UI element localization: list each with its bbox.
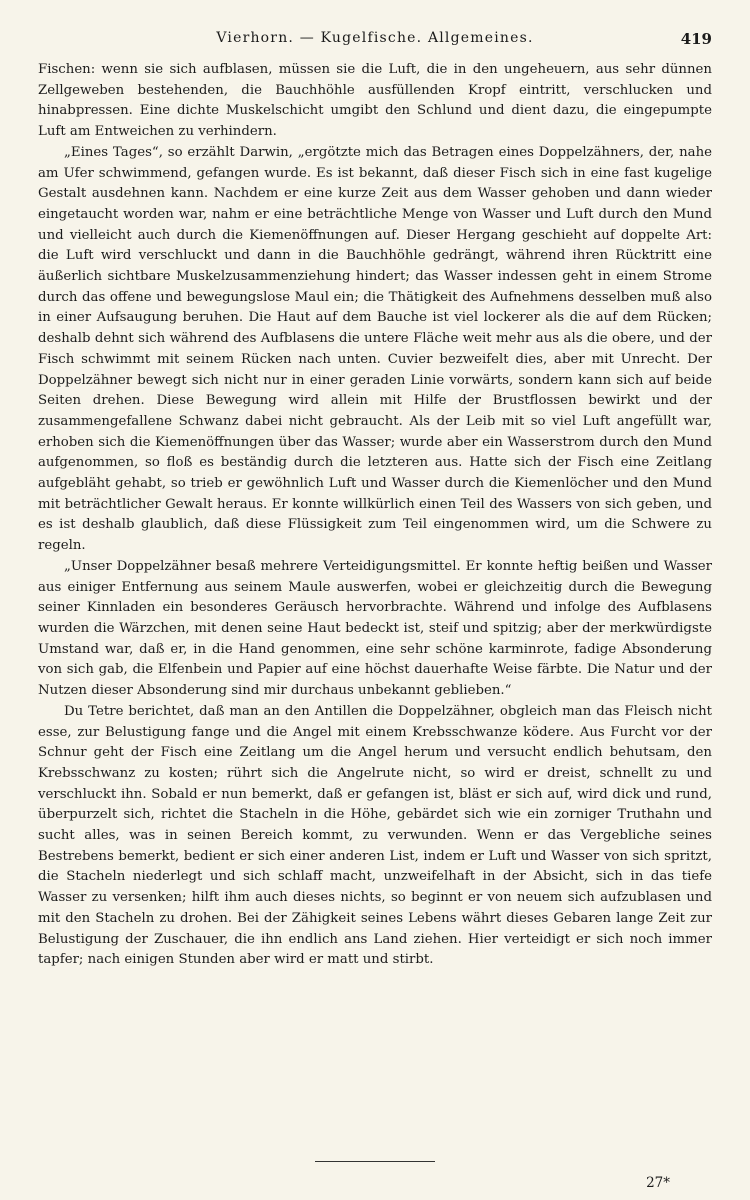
page-header bbox=[38, 30, 712, 56]
paragraph: „Eines Tages“, so erzählt Darwin, „ergötzte mich das Betragen eines Doppelzähners, der, nahe am Ufer schwimmend, gefangen wurde. Es ist bekannt, daß dieser Fisch sich in eine fast kugelige Gestalt ausdehnen kann. Nachdem er eine kurze Zeit aus dem Wasser gehoben und dann wieder eingetaucht worden war, nahm er eine beträchtliche Menge von Wasser und Luft durch den Mund und vielleicht auch durch die Kiemenöffnungen auf. Dieser Hergang geschieht auf doppelte Art: die Luft wird verschluckt und dann in die Bauchhöhle gedrängt, während ihren Rücktritt eine äußerlich sichtbare Muskelzusammenziehung hindert; das Wasser indessen geht in einem Strome durch das offene und bewegungslose Maul ein; die Thätigkeit des Aufnehmens desselben muß also in einer Aufsaugung beruhen. Die Haut auf dem Bauche ist viel lockerer als die auf dem Rücken; deshalb dehnt sich während des Aufblasens die untere Fläche weit mehr aus als die obere, und der Fisch schwimmt mit seinem Rücken nach unten. Cuvier bezweifelt dies, aber mit Unrecht. Der Doppelzähner bewegt sich nicht nur in einer geraden Linie vorwärts, sondern kann sich auf beide Seiten drehen. Diese Bewegung wird allein mit Hilfe der Brustflossen bewirkt und der zusammengefallene Schwanz dabei nicht gebraucht. Als der Leib mit so viel Luft angefüllt war, erhoben sich die Kiemenöffnungen über das Wasser; wurde aber ein Wasserstrom durch den Mund aufgenommen, so floß es beständig durch die letzteren aus. Hatte sich der Fisch eine Zeitlang aufgebläht gehabt, so trieb er gewöhnlich Luft und Wasser durch die Kiemenlöcher und den Mund mit beträchtlicher Gewalt heraus. Er konnte willkürlich einen Teil des Wassers von sich geben, und es ist deshalb glaublich, daß diese Flüssigkeit zum Teil eingenommen wird, um die Schwere zu regeln. bbox=[38, 144, 712, 554]
paragraph: Du Tetre berichtet, daß man an den Antillen die Doppelzähner, obgleich man das Fleisch nicht esse, zur Belustigung fange und die Angel mit einem Krebsschwanze ködere. Aus Furcht vor der Schnur geht der Fisch eine Zeitlang um die Angel herum und versucht endlich behutsam, den Krebsschwanz zu kosten; rührt sich die Angelrute nicht, so wird er dreist, schnellt zu und verschluckt ihn. Sobald er nun bemerkt, daß er gefangen ist, bläst er sich auf, wird dick und rund, überpurzelt sich, richtet die Stacheln in die Höhe, gebärdet sich wie ein zorniger Truthahn und sucht alles, was in seinen Bereich kommt, zu verwunden. Wenn er das Vergebliche seines Bestrebens bemerkt, bedient er sich einer anderen List, indem er Luft und Wasser von sich spritzt, die Stacheln niederlegt und sich schlaff macht, unzweifelhaft in der Absicht, sich in das tiefe Wasser zu versenken; hilft ihm auch dieses nichts, so beginnt er von neuem sich aufzublasen und mit den Stacheln zu drohen. Bei der Zähigkeit seines Lebens währt dieses Gebaren lange Zeit zur Belustigung der Zuschauer, die ihn endlich ans Land ziehen. Hier verteidigt er sich noch immer tapfer; nach einigen Stunden aber wird er matt und stirbt. bbox=[38, 703, 712, 968]
body-text bbox=[38, 60, 712, 971]
paragraph: Fischen: wenn sie sich aufblasen, müssen sie die Luft, die in den ungeheuern, aus sehr dünnen Zellgeweben bestehenden, die Bauchhöhle ausfüllenden Kropf eintritt, verschlucken und hinabpressen. Eine dichte Muskelschicht umgibt den Schlund und dient dazu, die eingepumpte Luft am Entweichen zu verhindern. bbox=[38, 62, 712, 140]
footer-rule bbox=[315, 1161, 435, 1162]
paragraph: „Unser Doppelzähner besaß mehrere Verteidigungsmittel. Er konnte heftig beißen und Wasser aus einiger Entfernung aus seinem Maule auswerfen, wobei er gleichzeitig durch die Bewegung seiner Kinnladen ein besonderes Geräusch hervorbrachte. Während und infolge des Aufblasens wurden die Wärzchen, mit denen seine Haut bedeckt ist, steif und spitzig; aber der merkwürdigste Umstand war, daß er, in die Hand genommen, eine sehr schöne karminrote, fadige Absonderung von sich gab, die Elfenbein und Papier auf eine höchst dauerhafte Weise färbte. Die Natur und der Nutzen dieser Absonderung sind mir durchaus unbekannt geblieben.“ bbox=[38, 558, 712, 699]
running-head: Vierhorn. — Kugelfische. Allgemeines. bbox=[216, 30, 534, 46]
page-number: 419 bbox=[680, 30, 712, 48]
sheet-signature: 27* bbox=[646, 1175, 670, 1191]
